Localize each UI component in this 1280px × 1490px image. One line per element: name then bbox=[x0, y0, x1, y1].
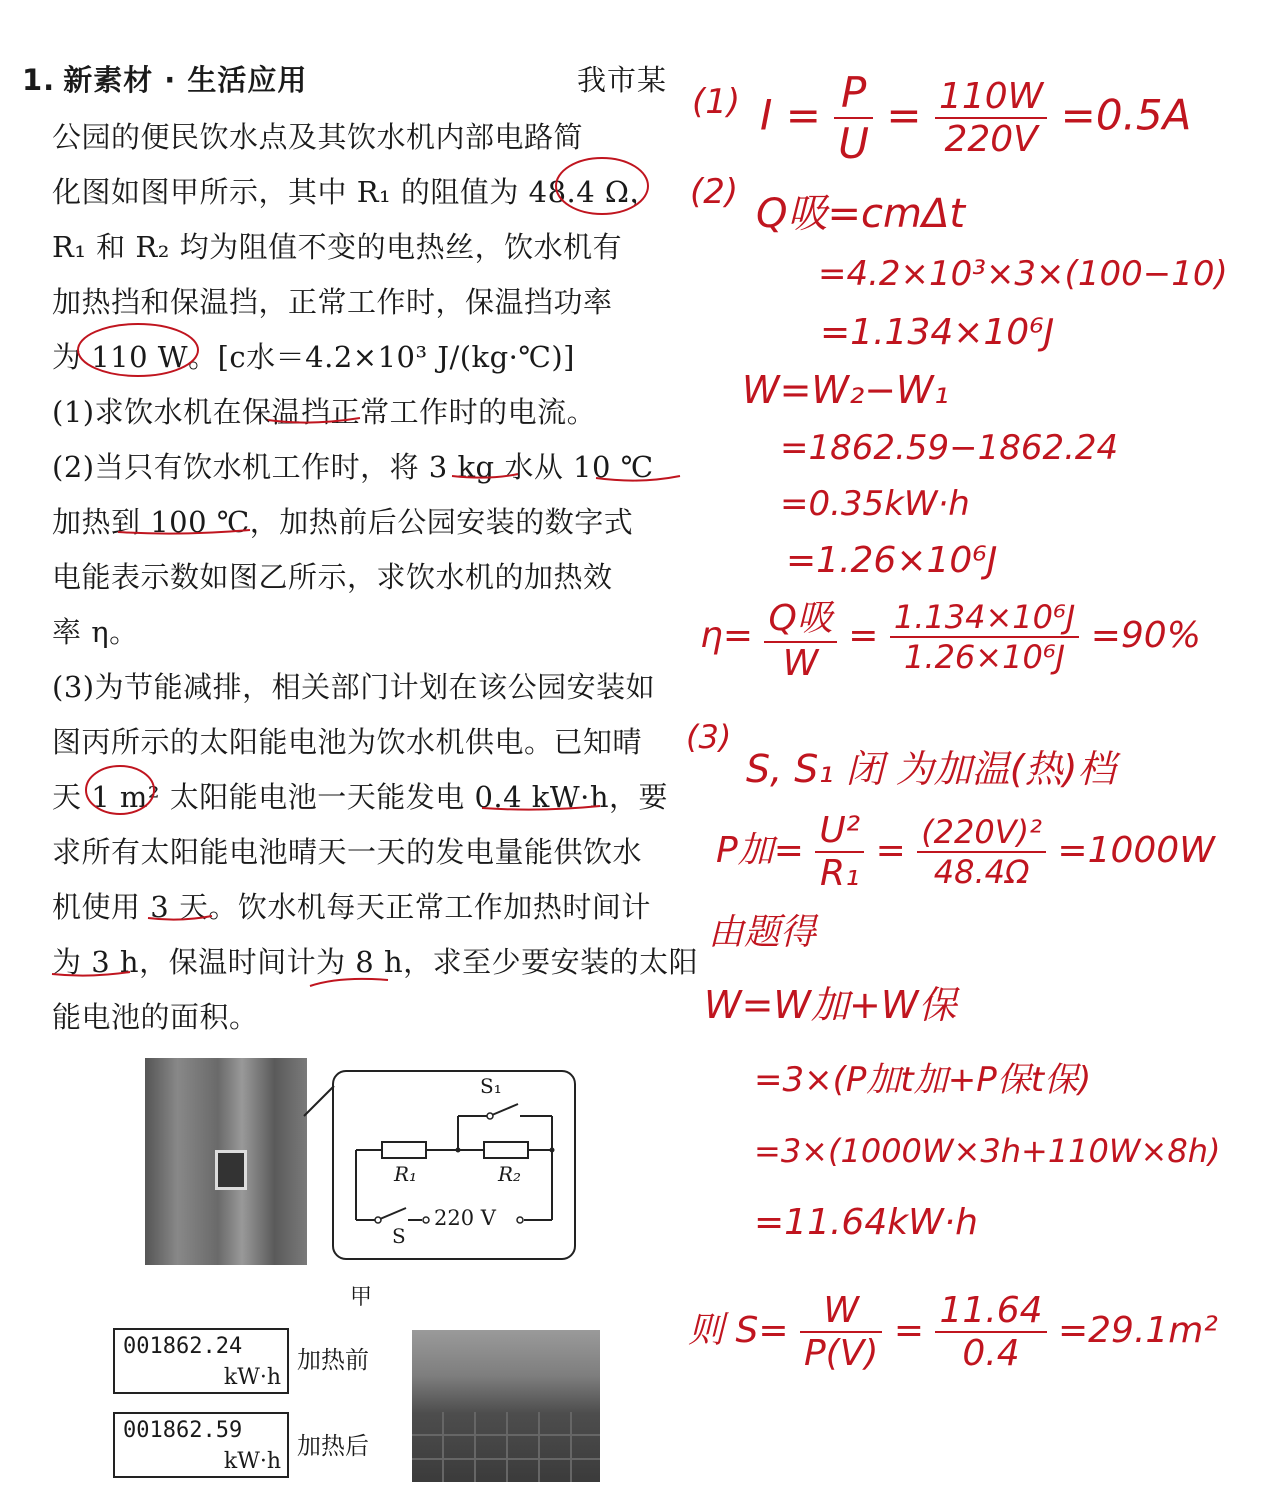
hw-from-question: 由题得 bbox=[708, 912, 817, 953]
problem-line: 为 3 h，保温时间计为 8 h，求至少要安装的太阳 bbox=[52, 945, 699, 979]
label-s1: S₁ bbox=[480, 1074, 502, 1098]
hw-p-heat: P加= $\frac{\text{U²}}{\text{R₁}}$ = $\frac{\text{(220V)²}}{48.4\Omega}$ =1000W bbox=[716, 810, 1215, 894]
meter-unit: kW·h bbox=[223, 1449, 281, 1474]
problem-line: 率 η。 bbox=[52, 615, 139, 649]
meter-label-before: 加热前 bbox=[297, 1346, 369, 1374]
meter-label-after: 加热后 bbox=[297, 1432, 369, 1460]
water-dispenser-photo bbox=[145, 1058, 307, 1265]
hw-part1-eq: I = $\frac{P}{U}$ = $\frac{110W}{220V}$ =0.5A bbox=[760, 68, 1192, 168]
question-tag: 新素材 · 生活应用 bbox=[63, 63, 308, 97]
meter-reading: 001862.24 bbox=[123, 1334, 243, 1359]
hw-w-line4: =1.26×10⁶J bbox=[786, 540, 998, 581]
label-r1: R₁ bbox=[394, 1162, 418, 1186]
solar-panel-photo bbox=[412, 1330, 600, 1482]
hw-w-line3: =0.35kW·h bbox=[780, 484, 970, 524]
label-voltage: 220 V bbox=[434, 1206, 496, 1230]
problem-line: 电能表示数如图乙所示，求饮水机的加热效 bbox=[52, 560, 613, 594]
problem-line: 天 1 m² 太阳能电池一天能发电 0.4 kW·h，要 bbox=[52, 780, 669, 814]
problem-line: 加热到 100 ℃，加热前后公园安装的数字式 bbox=[52, 505, 634, 539]
hw-part2-label: (2) bbox=[690, 172, 739, 212]
meter-reading: 001862.59 bbox=[123, 1418, 243, 1443]
problem-line: 公园的便民饮水点及其饮水机内部电路简 bbox=[52, 120, 584, 154]
question-head-tail: 我市某 bbox=[577, 63, 668, 97]
resistor-r2 bbox=[484, 1142, 528, 1158]
meter-after bbox=[113, 1412, 289, 1478]
problem-line: (3)为节能减排，相关部门计划在该公园安装如 bbox=[52, 670, 656, 704]
hw-eta: η= $\frac{\text{Q吸}}{W}$ = $\frac{\text{1.134×10⁶J}}{\text{1.26×10⁶J}}$ =90% bbox=[700, 590, 1201, 684]
meter-unit: kW·h bbox=[223, 1365, 281, 1390]
hw-w3-line1: W=W加+W保 bbox=[704, 983, 957, 1027]
problem-line: 求所有太阳能电池晴天一天的发电量能供饮水 bbox=[52, 835, 643, 869]
resistor-r1 bbox=[382, 1142, 426, 1158]
problem-line: 加热挡和保温挡，正常工作时，保温挡功率 bbox=[52, 285, 613, 319]
hw-w3-line2: =3×(P加t加+P保t保) bbox=[754, 1060, 1092, 1100]
hw-q-absorb: Q吸=cmΔt bbox=[756, 191, 966, 237]
problem-line: 机使用 3 天。饮水机每天正常工作加热时间计 bbox=[52, 890, 651, 924]
label-s: S bbox=[392, 1224, 406, 1248]
hw-p3-line1: S, S₁ 闭 为加温(热)档 bbox=[746, 747, 1116, 791]
circuit-diagram bbox=[332, 1070, 576, 1260]
problem-line: 化图如图甲所示，其中 R₁ 的阻值为 48.4 Ω， bbox=[52, 175, 659, 209]
problem-line: 能电池的面积。 bbox=[52, 1000, 259, 1034]
hw-w-line2: =1862.59−1862.24 bbox=[780, 428, 1119, 468]
problem-line: 为 110 W。[c水＝4.2×10³ J/(kg·℃)] bbox=[52, 340, 575, 374]
circuit-wires bbox=[334, 1072, 574, 1258]
hw-area: 则 S= $\frac{W}{P(V)}$ = $\frac{11.64}{0.4}$ =29.1m² bbox=[688, 1290, 1218, 1374]
problem-line: R₁ 和 R₂ 均为阻值不变的电热丝，饮水机有 bbox=[52, 230, 623, 264]
hw-part3-label: (3) bbox=[686, 718, 732, 756]
label-r2: R₂ bbox=[498, 1162, 522, 1186]
hw-q-line2: =4.2×10³×3×(100−10) bbox=[818, 254, 1228, 294]
question-number: 1. bbox=[22, 63, 56, 97]
meter-before bbox=[113, 1328, 289, 1394]
hw-w-line1: W=W₂−W₁ bbox=[742, 368, 949, 412]
hw-part1-label: (1) bbox=[692, 82, 741, 122]
student-markings bbox=[0, 0, 690, 1040]
problem-line: 图丙所示的太阳能电池为饮水机供电。已知晴 bbox=[52, 725, 643, 759]
hw-w3-line3: =3×(1000W×3h+110W×8h) bbox=[754, 1132, 1221, 1170]
figure-caption-jia: 甲 bbox=[350, 1285, 373, 1310]
hw-q-line3: =1.134×10⁶J bbox=[820, 312, 1055, 353]
hw-w3-line4: =11.64kW·h bbox=[754, 1202, 978, 1243]
problem-line: (1)求饮水机在保温挡正常工作时的电流。 bbox=[52, 395, 597, 429]
problem-line: (2)当只有饮水机工作时，将 3 kg 水从 10 ℃ bbox=[52, 450, 654, 484]
